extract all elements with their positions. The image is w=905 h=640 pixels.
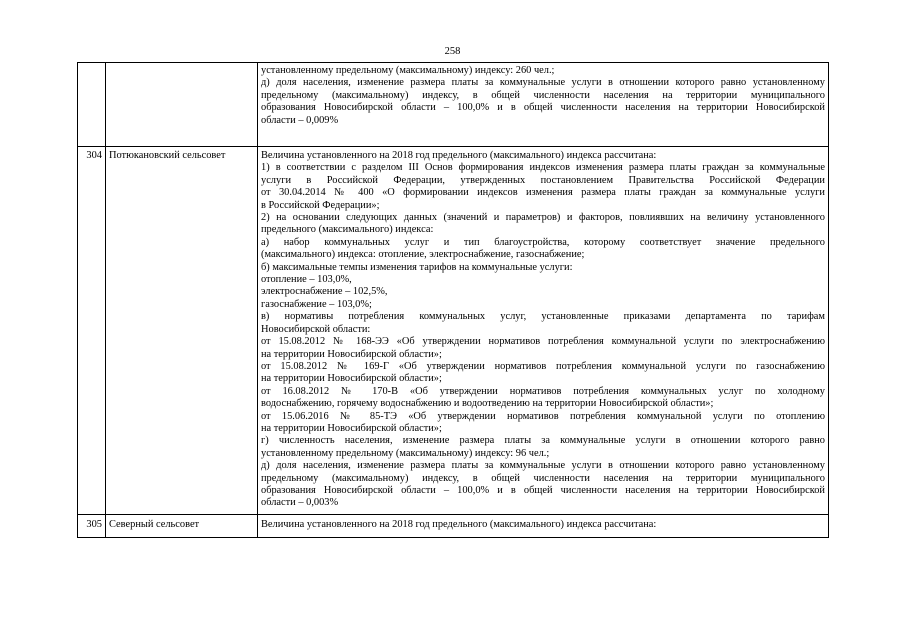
text-line: области – 0,009% — [261, 114, 339, 126]
text-line: предельному (максимальному) индексу, в общей численности населения на территории муниципального — [261, 89, 825, 101]
text-line: установленному предельному (максимальному) индексу: 260 чел.; — [261, 65, 555, 76]
text-line: от 16.08.2012 № 170-В «Об утверждении нормативов потребления коммунальных услуг по холодному — [261, 385, 825, 397]
text-line: на территории Новосибирской области»; — [261, 422, 442, 434]
text-line: от 15.06.2016 № 85-ТЭ «Об утверждении нормативов потребления коммунальной услуги по отоплению — [261, 410, 825, 422]
text-line: Величина установленного на 2018 год предельного (максимального) индекса рассчитана: — [261, 150, 657, 161]
municipality-name-cell — [106, 63, 258, 147]
text-line: Новосибирской области: — [261, 323, 371, 335]
row-number-cell — [78, 514, 106, 537]
text-line: 2) на основании следующих данных (значений и параметров) и факторов, повлиявших на величину установленного — [261, 212, 825, 224]
municipality-name: Потюкановский сельсовет — [109, 150, 226, 161]
text-line: от 15.08.2012 № 168-ЭЭ «Об утверждении нормативов потребления коммунальной услуги по электроснабжению — [261, 336, 825, 348]
text-line: образования Новосибирской области – 100,0% и в общей численности населения на территории Новосибирской — [261, 102, 825, 114]
text-line: 1) в соответствии с разделом III Основ формирования индексов изменения размера платы граждан за коммунальные — [261, 162, 825, 174]
row-number: 305 — [86, 518, 102, 530]
text-line: услуги в Российской Федерации, утвержденных постановлением Правительства Российской Федерации — [261, 174, 825, 186]
text-line: от 15.08.2012 № 169-Г «Об утверждении нормативов потребления коммунальной услуги по газоснабжению — [261, 360, 825, 372]
row-number-cell — [78, 147, 106, 515]
text-line: д) доля населения, изменение размера платы за коммунальные услуги в отношении которого равно установленному — [261, 460, 825, 472]
text-line: д) доля населения, изменение размера платы за коммунальные услуги в отношении которого равно установленному — [261, 77, 825, 89]
text-line: (максимального) индекса: отопление, электроснабжение, газоснабжение; — [261, 249, 585, 261]
description-cell — [258, 514, 829, 537]
description-cell — [258, 147, 829, 515]
text-line: газоснабжение – 103,0%; — [261, 298, 372, 310]
text-line: области – 0,003% — [261, 497, 339, 509]
index-table — [77, 62, 829, 538]
text-line: в) нормативы потребления коммунальных услуг, установленные приказами департамента по тарифам — [261, 311, 825, 323]
municipality-name-cell — [106, 514, 258, 537]
page-number: 258 — [444, 46, 461, 57]
text-line: образования Новосибирской области – 100,0% и в общей численности населения на территории Новосибирской — [261, 484, 825, 496]
table-row — [78, 147, 829, 515]
text-line: предельного (максимального) индекса: — [261, 224, 434, 236]
text-line: на территории Новосибирской области»; — [261, 373, 442, 385]
text-line: водоснабжению, горячему водоснабжению и водоотведению на территории Новосибирской области»; — [261, 398, 714, 410]
description-cell — [258, 63, 829, 147]
text-line: в Российской Федерации»; — [261, 199, 380, 211]
text-line: на территории Новосибирской области»; — [261, 348, 442, 360]
text-line: установленному предельному (максимальному) индексу: 96 чел.; — [261, 447, 550, 459]
text-line: электроснабжение – 102,5%, — [261, 286, 388, 298]
text-line: Величина установленного на 2018 год предельного (максимального) индекса рассчитана: — [261, 518, 657, 530]
municipality-name-cell — [106, 147, 258, 515]
text-line: а) набор коммунальных услуг и тип благоустройства, которому соответствует значение предельного — [261, 236, 825, 248]
row-number: 304 — [86, 150, 102, 161]
municipality-name: Северный сельсовет — [109, 518, 200, 530]
text-line: от 30.04.2014 № 400 «О формировании индексов изменения размера платы граждан за коммунальные услуги — [261, 187, 825, 199]
text-line: отопление – 103,0%, — [261, 274, 352, 286]
text-line: б) максимальные темпы изменения тарифов на коммунальные услуги: — [261, 261, 573, 273]
text-line: г) численность населения, изменение размера платы за коммунальные услуги в отношении которого равно — [261, 435, 825, 447]
table-row — [78, 514, 829, 537]
table-row — [78, 63, 829, 147]
row-number-cell — [78, 63, 106, 147]
text-line: предельному (максимальному) индексу, в общей численности населения на территории муниципального — [261, 472, 825, 484]
